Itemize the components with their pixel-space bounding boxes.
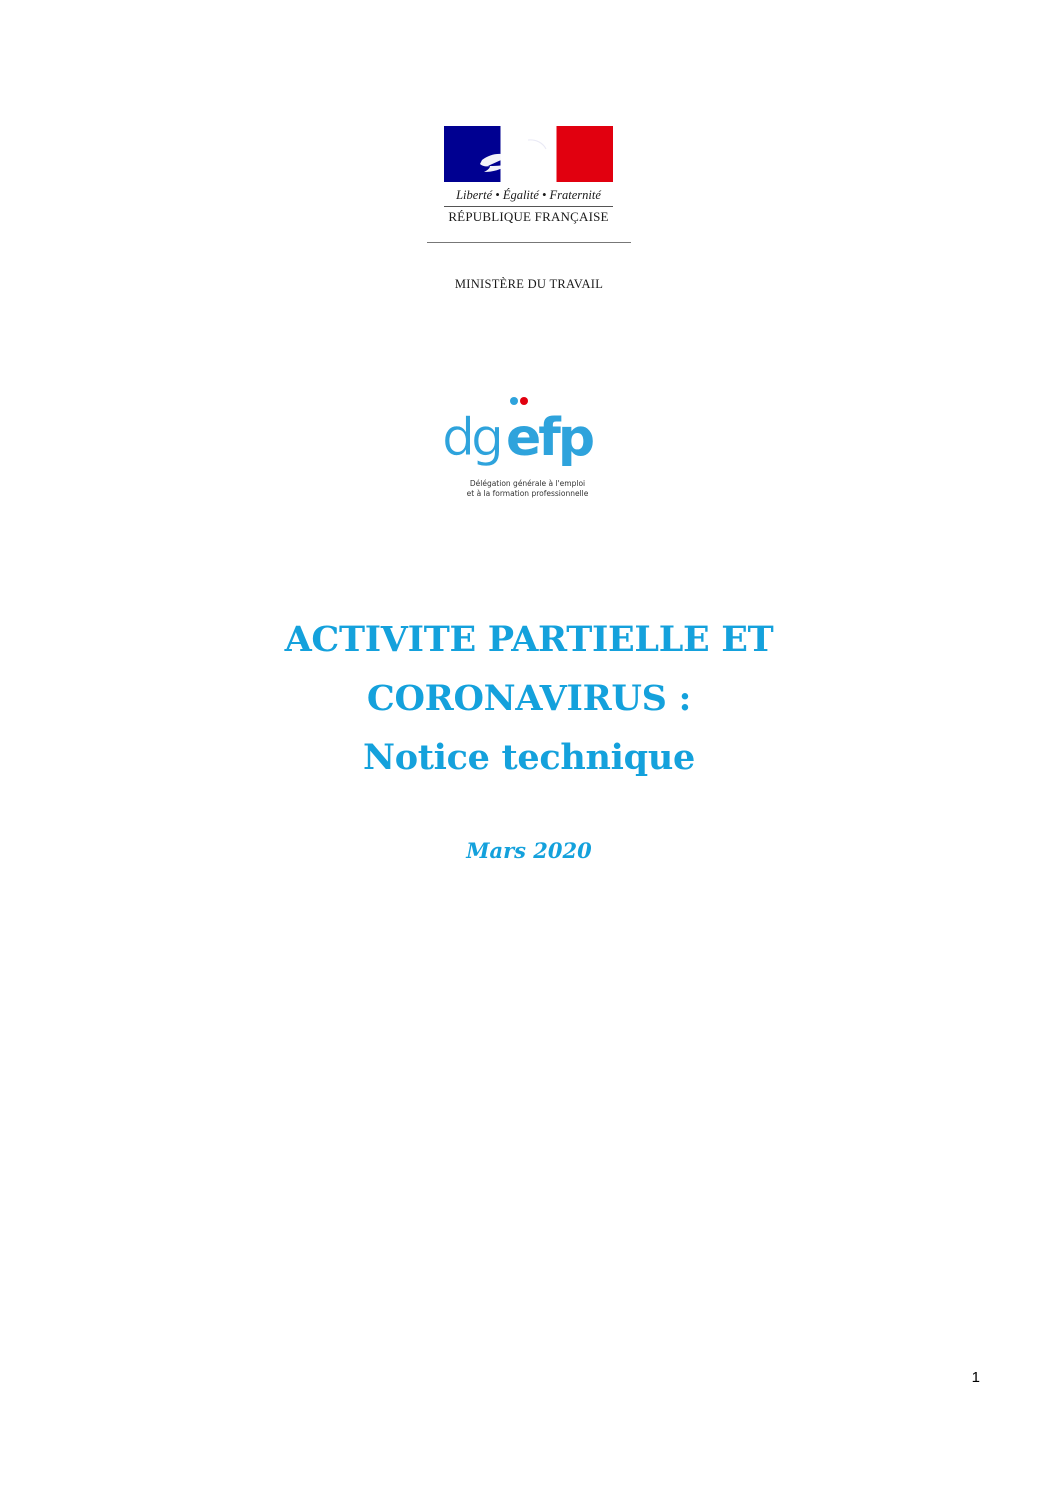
republic-motto: Liberté • Égalité • Fraternité (456, 188, 601, 202)
title-line-3: Notice technique (363, 737, 695, 778)
title-line-2: CORONAVIRUS : (366, 678, 692, 719)
document-title (129, 610, 929, 787)
dgefp-wordmark-light: dg (442, 408, 501, 468)
marianne-flag-icon (444, 126, 613, 182)
dgefp-dot-blue (510, 397, 518, 405)
dgefp-subtitle (440, 479, 615, 498)
dgefp-wordmark-icon (440, 395, 615, 477)
republic-name: RÉPUBLIQUE FRANÇAISE (448, 209, 609, 224)
republique-francaise-logo (444, 126, 613, 224)
dgefp-wordmark-bold: efp (506, 408, 593, 468)
title-line-1: ACTIVITE PARTIELLE ET (284, 619, 774, 660)
document-date: Mars 2020 (466, 838, 592, 863)
dgefp-dot-red (520, 397, 528, 405)
dgefp-logo (440, 395, 615, 503)
dgefp-subtitle-line1: Délégation générale à l'emploi (469, 479, 586, 488)
ministry-name: MINISTÈRE DU TRAVAIL (454, 277, 604, 291)
header-divider (427, 242, 631, 243)
page-number: 1 (971, 1369, 980, 1386)
motto-underline (444, 206, 613, 207)
dgefp-subtitle-line2: et à la formation professionnelle (466, 488, 589, 498)
